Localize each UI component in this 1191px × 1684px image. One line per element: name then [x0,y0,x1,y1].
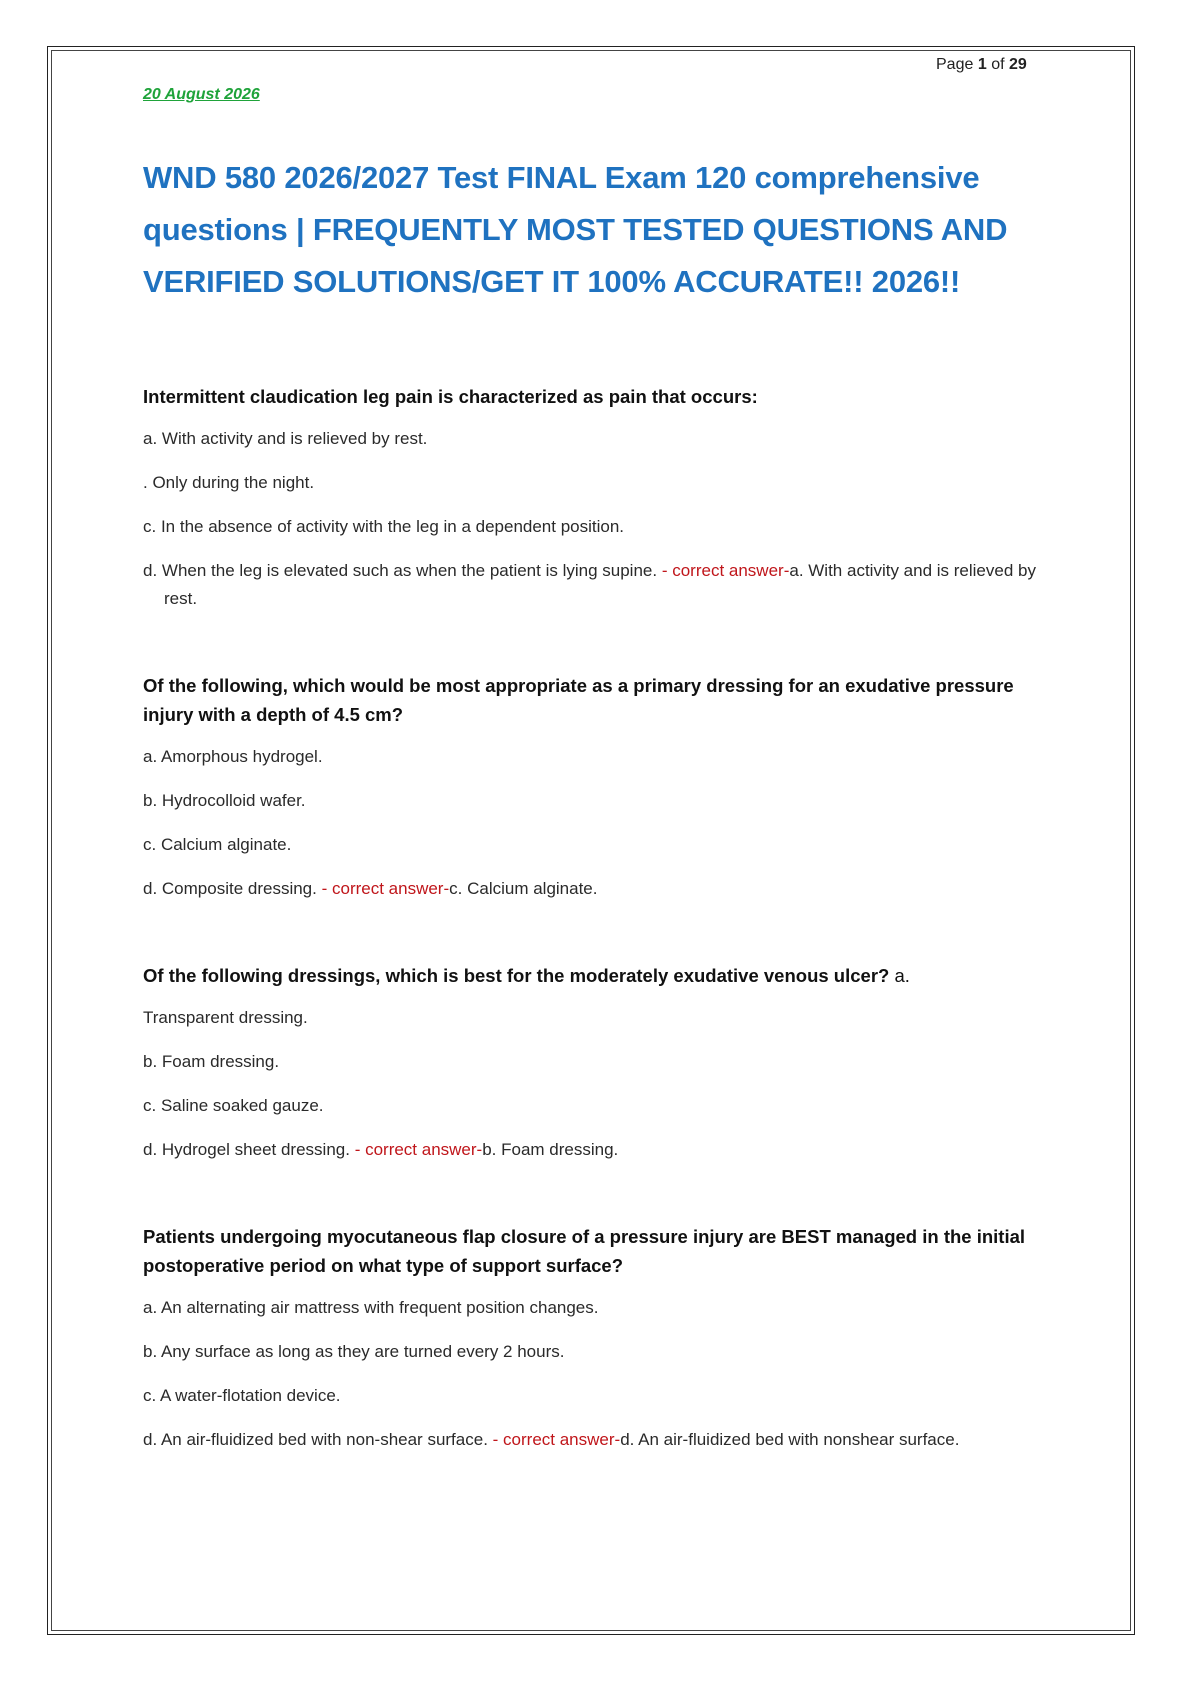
questions-list [143,382,1053,1470]
correct-answer-marker: - correct answer- [661,561,790,580]
option-a: a. An alternating air mattress with frequent position changes. [143,1298,599,1317]
question-block [143,671,1053,903]
page-total: 29 [1008,56,1027,73]
option-c: c. Saline soaked gauze. [143,1096,324,1115]
question-block [143,382,1053,613]
question-text: Patients undergoing myocutaneous flap closure of a pressure injury are BEST managed in the initial postoperative period on what type of support surface? [143,1226,1026,1276]
correct-answer: b. Foam dressing. [482,1140,619,1159]
option-b: b. Foam dressing. [143,1052,280,1071]
option-b: b. Hydrocolloid wafer. [143,791,306,810]
correct-answer-marker: - correct answer- [321,879,450,898]
page-of: of [991,56,1005,73]
option-b: b. Any surface as long as they are turned every 2 hours. [143,1342,565,1361]
option-a: Transparent dressing. [143,1008,308,1027]
correct-answer: c. Calcium alginate. [449,879,598,898]
question-text: Intermittent claudication leg pain is characterized as pain that occurs: [143,386,758,407]
page-label: Page [936,56,974,73]
option-b: . Only during the night. [143,473,315,492]
question-tail: a. [894,965,910,986]
option-a: a. With activity and is relieved by rest. [143,429,428,448]
option-d-with-answer: d. An air-fluidized bed with non-shear surface. - correct answer-d. An air-fluidized bed with nonshear surface. [143,1430,960,1449]
option-c: c. In the absence of activity with the leg in a dependent position. [143,517,625,536]
option-d-with-answer: d. When the leg is elevated such as when the patient is lying supine. - correct answer-a. With activity and is relieved by rest. [143,561,1036,608]
correct-answer: a. With activity and is relieved by rest. [164,561,1036,608]
document-title: WND 580 2026/2027 Test FINAL Exam 120 comprehensive questions | FREQUENTLY MOST TESTED QUESTIONS AND VERIFIED SOLUTIONS/GET IT 100% ACCURATE!! 2026!! [143,160,1008,299]
option-a: a. Amorphous hydrogel. [143,747,323,766]
question-block [143,1222,1053,1454]
option-c: c. A water-flotation device. [143,1386,341,1405]
correct-answer-marker: - correct answer- [492,1430,621,1449]
option-c: c. Calcium alginate. [143,835,292,854]
page-current: 1 [977,56,987,73]
correct-answer: d. An air-fluidized bed with nonshear surface. [620,1430,960,1449]
correct-answer-marker: - correct answer- [354,1140,483,1159]
option-d-with-answer: d. Composite dressing. - correct answer-c. Calcium alginate. [143,879,598,898]
page-number [936,56,1027,74]
document-date: 20 August 2026 [143,86,260,103]
question-block [143,961,1053,1164]
question-text: Of the following dressings, which is best for the moderately exudative venous ulcer? a. [143,965,910,986]
question-text: Of the following, which would be most appropriate as a primary dressing for an exudative pressure injury with a depth of 4.5 cm? [143,675,1014,725]
option-d-with-answer: d. Hydrogel sheet dressing. - correct answer-b. Foam dressing. [143,1140,619,1159]
